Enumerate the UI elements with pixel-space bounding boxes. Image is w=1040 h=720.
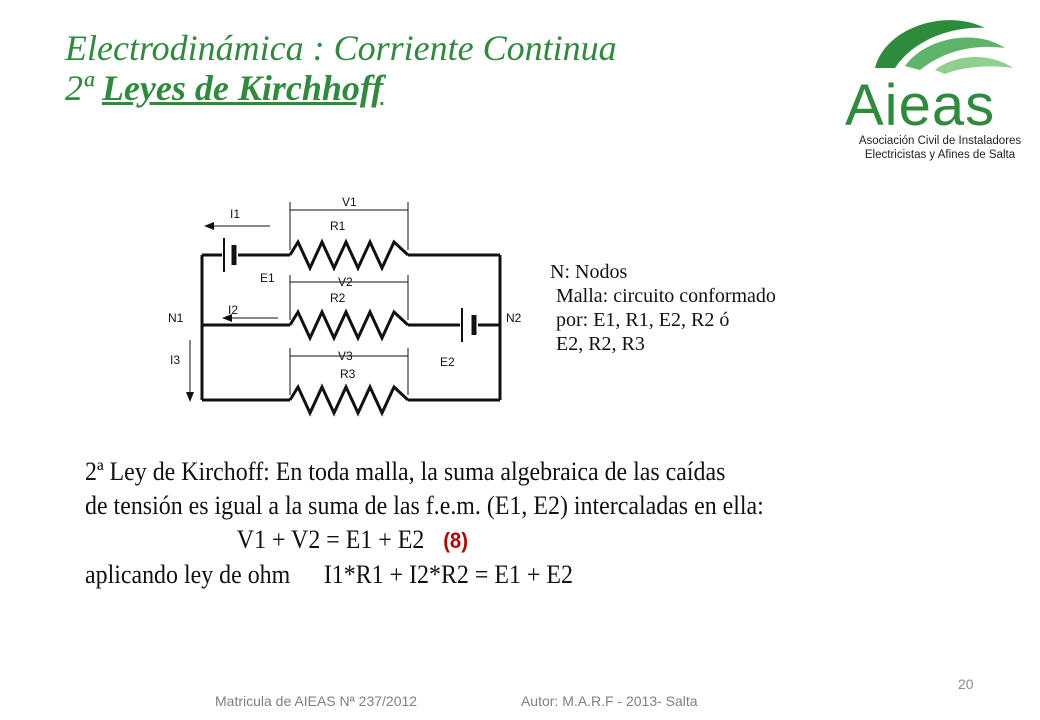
title-line-2	[65, 68, 617, 108]
law-equation-row	[85, 523, 764, 558]
page-number: 20	[958, 676, 974, 692]
equation-number: (8)	[443, 528, 468, 553]
legend-line-2: Malla: circuito conformado	[556, 285, 776, 307]
label-r3: R3	[340, 367, 356, 381]
battery-e2-icon	[462, 308, 474, 342]
title-line-1: Electrodinámica : Corriente Continua	[65, 28, 617, 68]
legend-line-3: por: E1, R1, E2, R2 ó	[556, 309, 730, 331]
logo-subtitle	[840, 134, 1040, 162]
label-n2: N2	[506, 311, 522, 325]
circuit-legend	[550, 260, 776, 356]
title-prefix: 2ª	[65, 68, 93, 108]
label-v1: V1	[342, 195, 357, 209]
label-i1: I1	[230, 207, 241, 221]
legend-line-1: N: Nodos	[550, 261, 628, 283]
slide-footer	[215, 693, 698, 709]
label-i2: I2	[228, 303, 239, 317]
law-ohm-row	[85, 558, 764, 592]
label-v2: V2	[338, 275, 353, 289]
logo-subtitle-line-2: Electricistas y Afines de Salta	[864, 149, 1016, 161]
label-e1: E1	[260, 271, 275, 285]
current-arrow-i1-icon	[204, 222, 214, 230]
law-line-2: de tensión es igual a la suma de las f.e.m. (E1, E2) intercaladas en ella:	[85, 491, 764, 520]
ohm-prefix: aplicando ley de ohm	[85, 560, 291, 589]
law-line-1: 2ª Ley de Kirchoff: En toda malla, la suma algebraica de las caídas	[85, 457, 726, 486]
circuit-diagram	[160, 190, 540, 430]
current-arrow-i3-icon	[186, 392, 194, 402]
slide-title	[65, 28, 617, 108]
title-law-link: Leyes de Kirchhoff	[101, 68, 384, 108]
label-r2: R2	[330, 291, 346, 305]
logo-name: Aieas	[845, 73, 996, 138]
footer-author: Autor: M.A.R.F - 2013- Salta	[520, 693, 698, 709]
label-r1: R1	[330, 219, 346, 233]
footer-matricula: Matricula de AIEAS Nª 237/2012	[215, 693, 418, 709]
label-i3: I3	[170, 353, 181, 367]
kirchhoff-law-text	[85, 455, 764, 592]
logo-subtitle-line-1: Asociación Civil de Instaladores	[858, 135, 1022, 147]
battery-e1-icon	[224, 238, 234, 272]
equation-ohm: I1*R1 + I2*R2 = E1 + E2	[323, 560, 573, 589]
label-n1: N1	[168, 311, 184, 325]
label-e2: E2	[440, 355, 455, 369]
legend-line-4: E2, R2, R3	[556, 333, 645, 355]
equation-voltage-sum: V1 + V2 = E1 + E2	[236, 525, 425, 554]
label-v3: V3	[338, 349, 353, 363]
